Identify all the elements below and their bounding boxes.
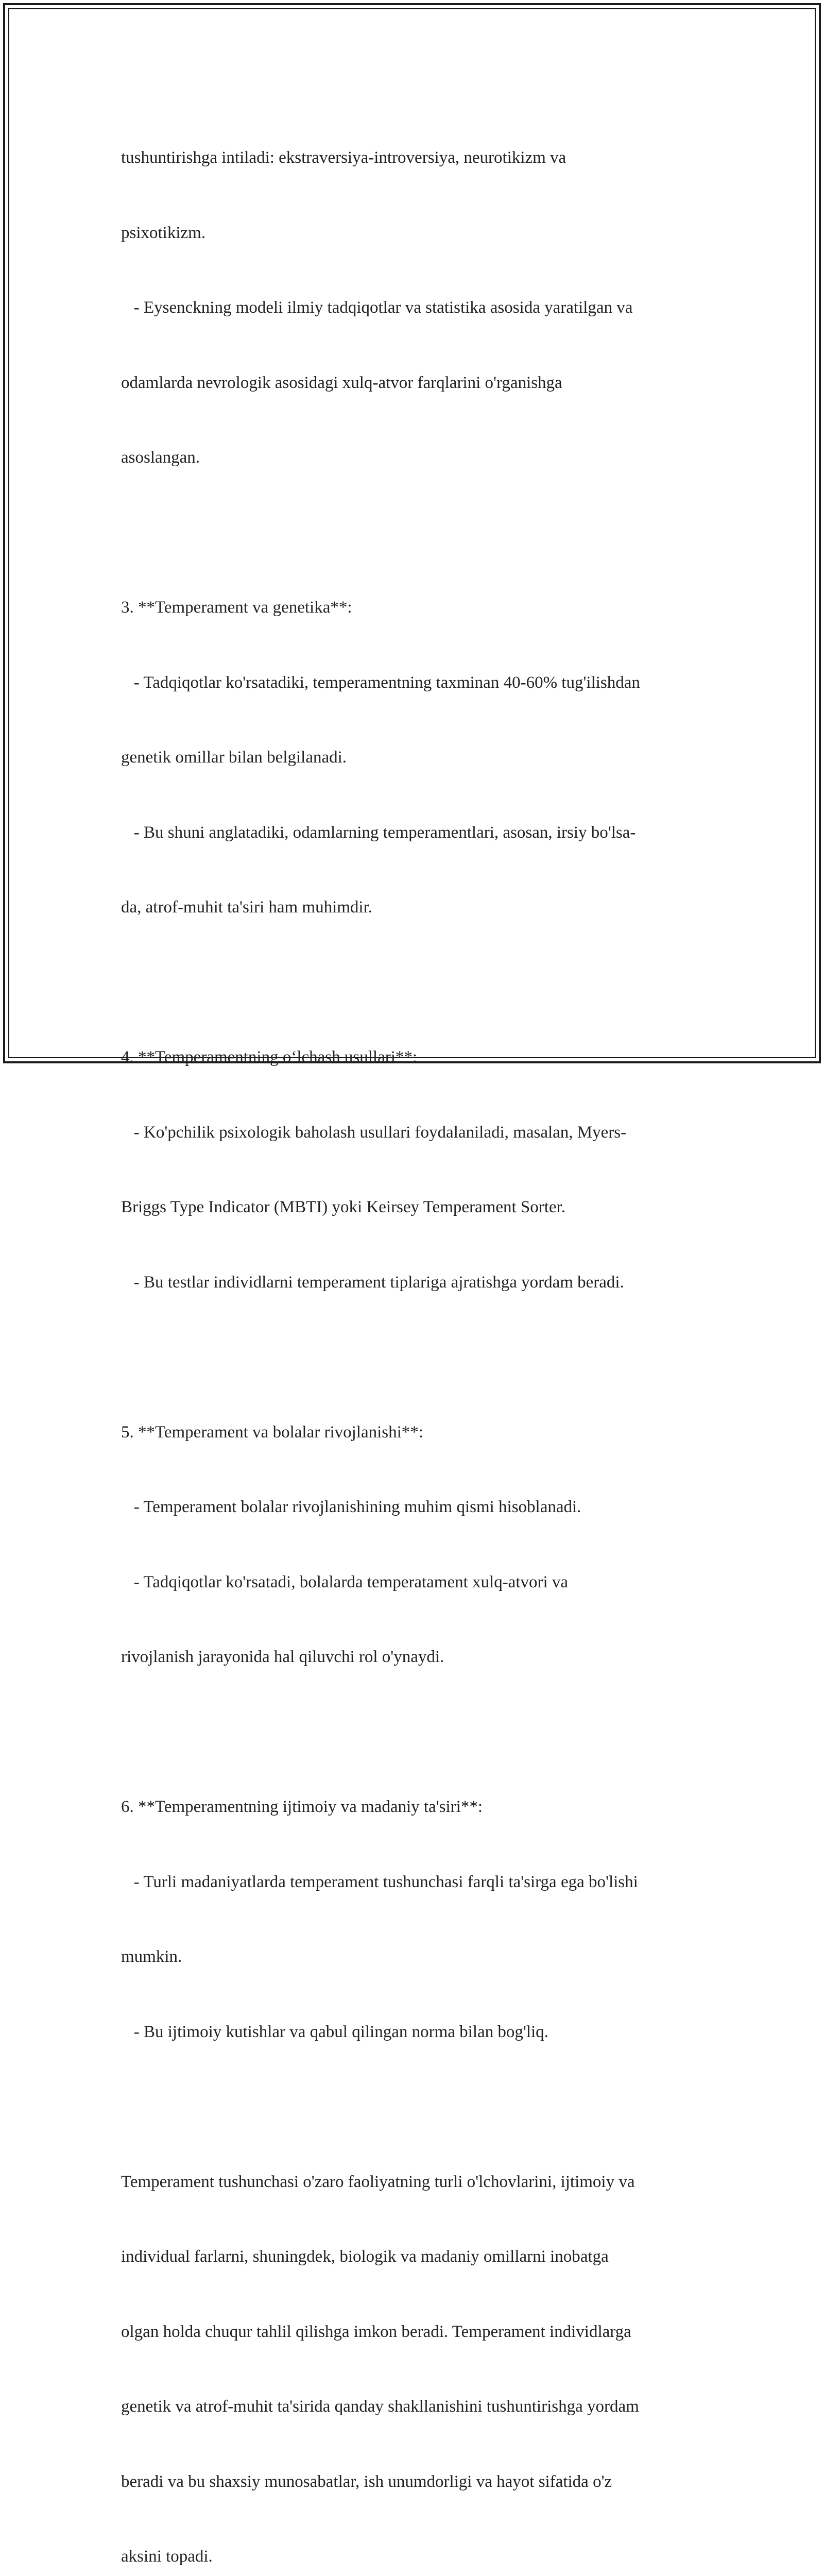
blank-line bbox=[121, 1345, 713, 1370]
text-line: asoslangan. bbox=[121, 448, 200, 467]
text-line: - Bu ijtimoiy kutishlar va qabul qilingan norma bilan bog'liq. bbox=[121, 2022, 548, 2041]
text-line: genetik va atrof-muhit ta'sirida qanday shakllanishini tushuntirishga yordam bbox=[121, 2397, 639, 2416]
text-line: psixotikizm. bbox=[121, 223, 206, 242]
text-line: Briggs Type Indicator (MBTI) yoki Keirsey Temperament Sorter. bbox=[121, 1198, 565, 1216]
text-line: individual farlarni, shuningdek, biologik va madaniy omillarni inobatga bbox=[121, 2247, 609, 2266]
text-line: odamlarda nevrologik asosidagi xulq-atvor farqlarini o'rganishga bbox=[121, 373, 562, 392]
text-line: da, atrof-muhit ta'siri ham muhimdir. bbox=[121, 898, 373, 917]
section-heading: 5. **Temperament va bolalar rivojlanishi**: bbox=[121, 1422, 423, 1442]
text-line: - Eysenckning modeli ilmiy tadqiqotlar va statistika asosida yaratilgan va bbox=[121, 298, 633, 317]
text-line: aksini topadi. bbox=[121, 2547, 213, 2566]
text-line: mumkin. bbox=[121, 1947, 182, 1966]
text-line: - Tadqiqotlar ko'rsatadi, bolalarda temperatament xulq-atvori va bbox=[121, 1572, 569, 1591]
blank-line bbox=[121, 2094, 713, 2120]
text-line: - Ko'pchilik psixologik baholash usullari foydalaniladi, masalan, Myers- bbox=[121, 1123, 627, 1142]
text-line: - Turli madaniyatlarda temperament tushunchasi farqli ta'sirga ega bo'lishi bbox=[121, 1872, 638, 1891]
text-line: tushuntirishga intiladi: ekstraversiya-introversiya, neurotikizm va bbox=[121, 148, 566, 167]
text-line: - Bu shuni anglatadiki, odamlarning temperamentlari, asosan, irsiy bo'lsa- bbox=[121, 823, 636, 842]
text-line: genetik omillar bilan belgilanadi. bbox=[121, 748, 347, 767]
section-heading: 6. **Temperamentning ijtimoiy va madaniy ta'siri**: bbox=[121, 1798, 483, 1816]
blank-line bbox=[121, 520, 713, 546]
text-line: olgan holda chuqur tahlil qilishga imkon beradi. Temperament individlarga bbox=[121, 2322, 631, 2341]
blank-line bbox=[121, 1720, 713, 1745]
text-line: beradi va bu shaxsiy munosabatlar, ish unumdorligi va hayot sifatida o'z bbox=[121, 2472, 612, 2491]
text-line: Temperament tushunchasi o'zaro faoliyatning turli o'lchovlarini, ijtimoiy va bbox=[121, 2172, 635, 2191]
text-line: rivojlanish jarayonida hal qiluvchi rol o'ynaydi. bbox=[121, 1648, 444, 1666]
blank-line bbox=[121, 970, 713, 995]
text-line: - Temperament bolalar rivojlanishining muhim qismi hisoblanadi. bbox=[121, 1498, 581, 1516]
text-line: - Tadqiqotlar ko'rsatadiki, temperamentning taxminan 40-60% tug'ilishdan bbox=[121, 673, 640, 692]
section-heading: 4. **Temperamentning o‘lchash usullari**: bbox=[121, 1048, 418, 1066]
section-heading: 3. **Temperament va genetika**: bbox=[121, 598, 352, 617]
text-line: - Bu testlar individlarni temperament tiplariga ajratishga yordam beradi. bbox=[121, 1273, 624, 1292]
document-body bbox=[121, 95, 713, 2576]
